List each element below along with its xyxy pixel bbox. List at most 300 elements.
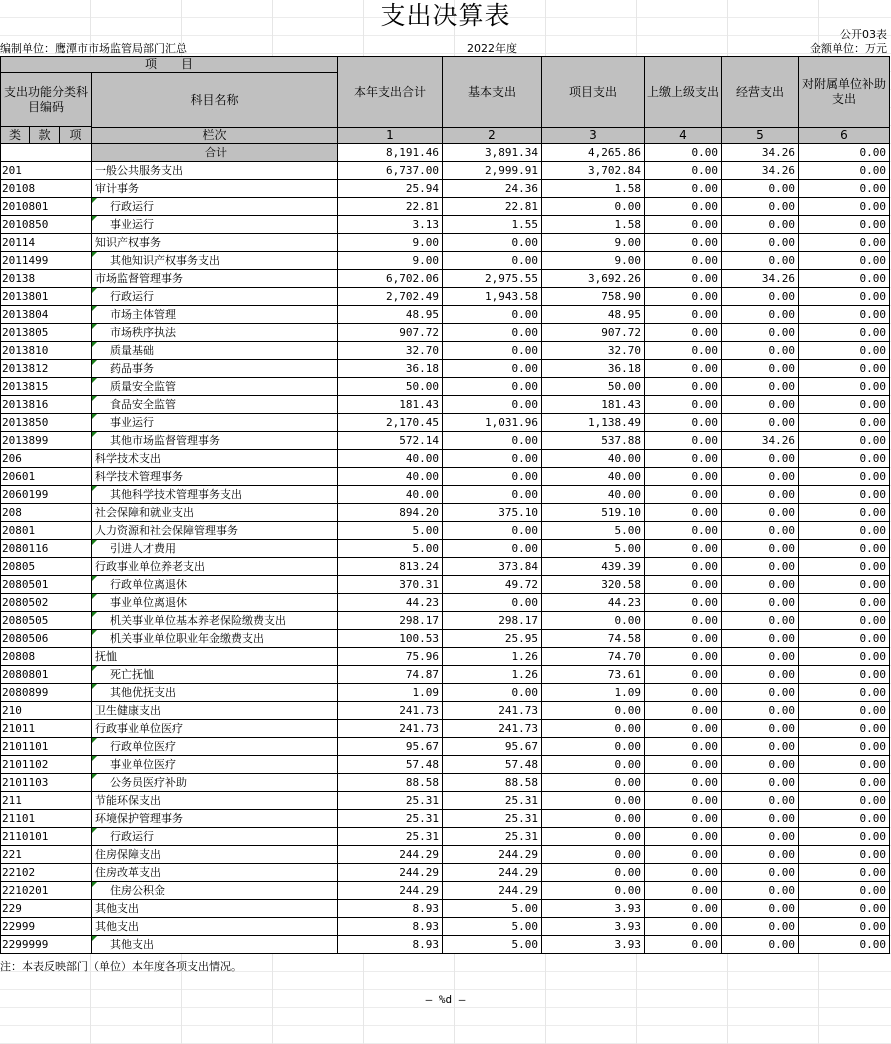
row-code: 20138 — [1, 270, 92, 288]
row-value: 0.00 — [645, 306, 722, 324]
table-row — [1, 162, 890, 180]
table-row — [1, 450, 890, 468]
row-value: 0.00 — [722, 684, 799, 702]
table-row — [1, 576, 890, 594]
row-code: 2101103 — [1, 774, 92, 792]
row-code: 2299999 — [1, 936, 92, 954]
row-value: 1,138.49 — [542, 414, 645, 432]
row-name: 抚恤 — [92, 648, 338, 666]
row-value: 0.00 — [645, 216, 722, 234]
table-row — [1, 468, 890, 486]
row-value: 22.81 — [443, 198, 542, 216]
row-value: 5.00 — [542, 522, 645, 540]
row-value: 0.00 — [645, 702, 722, 720]
row-code: 206 — [1, 450, 92, 468]
row-value: 0.00 — [799, 630, 890, 648]
row-value: 0.00 — [799, 324, 890, 342]
row-value: 0.00 — [443, 594, 542, 612]
row-value: 49.72 — [443, 576, 542, 594]
row-value: 0.00 — [799, 882, 890, 900]
row-value: 0.00 — [443, 450, 542, 468]
row-value: 907.72 — [542, 324, 645, 342]
row-value: 241.73 — [443, 702, 542, 720]
row-value: 2,702.49 — [338, 288, 443, 306]
table-row — [1, 594, 890, 612]
row-value: 0.00 — [542, 882, 645, 900]
row-value: 0.00 — [645, 756, 722, 774]
table-row — [1, 684, 890, 702]
row-value: 5.00 — [443, 936, 542, 954]
header-name: 科目名称 — [92, 73, 338, 128]
row-value: 25.95 — [443, 630, 542, 648]
row-value: 32.70 — [338, 342, 443, 360]
header-code: 支出功能分类科目编码 — [1, 73, 92, 127]
row-value: 907.72 — [338, 324, 443, 342]
row-value: 0.00 — [722, 414, 799, 432]
row-value: 40.00 — [338, 450, 443, 468]
page-title: 支出决算表 — [380, 1, 511, 30]
table-row — [1, 270, 890, 288]
row-code: 2013815 — [1, 378, 92, 396]
row-value: 1,943.58 — [443, 288, 542, 306]
row-value: 0.00 — [645, 738, 722, 756]
table-row — [1, 324, 890, 342]
row-name: 死亡抚恤 — [92, 666, 338, 684]
row-name: 科学技术支出 — [92, 450, 338, 468]
row-value: 0.00 — [799, 342, 890, 360]
row-value: 0.00 — [799, 576, 890, 594]
row-value: 0.00 — [799, 756, 890, 774]
row-value: 0.00 — [799, 720, 890, 738]
header-project: 项目支出 — [542, 57, 645, 128]
row-value: 0.00 — [542, 756, 645, 774]
page-footer: — %d — — [425, 993, 466, 1006]
row-value: 25.31 — [443, 810, 542, 828]
total-value: 8,191.46 — [338, 144, 443, 162]
row-name: 事业单位医疗 — [92, 756, 338, 774]
row-value: 0.00 — [722, 306, 799, 324]
row-value: 50.00 — [542, 378, 645, 396]
row-value: 95.67 — [338, 738, 443, 756]
row-value: 0.00 — [645, 486, 722, 504]
row-value: 0.00 — [722, 900, 799, 918]
header-basic: 基本支出 — [443, 57, 542, 128]
row-value: 3.13 — [338, 216, 443, 234]
table-note: 注：本表反映部门（单位）本年度各项支出情况。 — [0, 960, 242, 973]
total-value: 34.26 — [722, 144, 799, 162]
row-value: 0.00 — [645, 666, 722, 684]
total-label: 合计 — [92, 144, 338, 162]
row-value: 0.00 — [722, 882, 799, 900]
row-value: 74.87 — [338, 666, 443, 684]
row-value: 0.00 — [722, 792, 799, 810]
row-value: 1.26 — [443, 666, 542, 684]
row-value: 34.26 — [722, 270, 799, 288]
expenditure-table — [0, 56, 890, 954]
row-value: 0.00 — [799, 900, 890, 918]
row-value: 24.36 — [443, 180, 542, 198]
table-row — [1, 540, 890, 558]
row-value: 0.00 — [722, 666, 799, 684]
row-value: 0.00 — [542, 792, 645, 810]
row-value: 0.00 — [542, 612, 645, 630]
row-value: 0.00 — [645, 162, 722, 180]
header-kuan: 款 — [30, 127, 60, 144]
table-row — [1, 900, 890, 918]
row-code: 2210201 — [1, 882, 92, 900]
row-value: 0.00 — [542, 846, 645, 864]
row-code: 2010801 — [1, 198, 92, 216]
row-value: 0.00 — [722, 504, 799, 522]
row-value: 0.00 — [443, 234, 542, 252]
row-value: 1.09 — [338, 684, 443, 702]
row-value: 0.00 — [799, 216, 890, 234]
row-code: 211 — [1, 792, 92, 810]
row-value: 0.00 — [645, 360, 722, 378]
row-value: 0.00 — [799, 648, 890, 666]
col-num-4: 4 — [645, 128, 722, 144]
row-value: 244.29 — [443, 882, 542, 900]
row-value: 3.93 — [542, 918, 645, 936]
row-value: 25.31 — [443, 792, 542, 810]
row-value: 572.14 — [338, 432, 443, 450]
row-value: 0.00 — [443, 252, 542, 270]
table-row — [1, 612, 890, 630]
row-code: 2013805 — [1, 324, 92, 342]
row-value: 0.00 — [799, 396, 890, 414]
row-value: 6,702.06 — [338, 270, 443, 288]
year-label: 2022年度 — [467, 42, 517, 55]
row-value: 241.73 — [443, 720, 542, 738]
row-value: 0.00 — [722, 324, 799, 342]
table-row — [1, 342, 890, 360]
row-name: 机关事业单位基本养老保险缴费支出 — [92, 612, 338, 630]
row-value: 0.00 — [722, 864, 799, 882]
row-value: 1.58 — [542, 180, 645, 198]
row-value: 370.31 — [338, 576, 443, 594]
row-value: 0.00 — [722, 522, 799, 540]
row-value: 244.29 — [443, 864, 542, 882]
table-row — [1, 378, 890, 396]
table-row — [1, 864, 890, 882]
row-value: 244.29 — [443, 846, 542, 864]
row-value: 25.31 — [338, 828, 443, 846]
row-value: 244.29 — [338, 846, 443, 864]
row-value: 1,031.96 — [443, 414, 542, 432]
row-value: 0.00 — [645, 810, 722, 828]
row-value: 0.00 — [645, 828, 722, 846]
row-code: 22102 — [1, 864, 92, 882]
header-lei: 类 — [1, 127, 30, 144]
row-value: 0.00 — [645, 432, 722, 450]
row-value: 0.00 — [799, 558, 890, 576]
row-code: 21101 — [1, 810, 92, 828]
row-value: 0.00 — [645, 720, 722, 738]
row-value: 0.00 — [542, 738, 645, 756]
row-value: 5.00 — [338, 540, 443, 558]
row-code: 201 — [1, 162, 92, 180]
table-row — [1, 180, 890, 198]
row-name: 其他优抚支出 — [92, 684, 338, 702]
table-row — [1, 828, 890, 846]
row-name: 人力资源和社会保障管理事务 — [92, 522, 338, 540]
row-code: 2010850 — [1, 216, 92, 234]
row-value: 0.00 — [645, 270, 722, 288]
row-name: 引进人才费用 — [92, 540, 338, 558]
total-value: 3,891.34 — [443, 144, 542, 162]
row-code: 2013801 — [1, 288, 92, 306]
row-value: 519.10 — [542, 504, 645, 522]
row-value: 8.93 — [338, 936, 443, 954]
table-row — [1, 288, 890, 306]
row-value: 22.81 — [338, 198, 443, 216]
row-code: 2013810 — [1, 342, 92, 360]
total-row — [1, 144, 890, 162]
row-code: 20801 — [1, 522, 92, 540]
row-value: 0.00 — [645, 900, 722, 918]
row-value: 25.31 — [338, 792, 443, 810]
row-code: 20808 — [1, 648, 92, 666]
row-name: 住房保障支出 — [92, 846, 338, 864]
row-value: 241.73 — [338, 720, 443, 738]
row-value: 44.23 — [338, 594, 443, 612]
row-value: 1.09 — [542, 684, 645, 702]
row-value: 0.00 — [645, 864, 722, 882]
row-value: 6,737.00 — [338, 162, 443, 180]
row-value: 0.00 — [799, 864, 890, 882]
header-total: 本年支出合计 — [338, 57, 443, 128]
row-value: 0.00 — [542, 864, 645, 882]
row-value: 0.00 — [645, 558, 722, 576]
row-value: 0.00 — [722, 576, 799, 594]
row-value: 0.00 — [722, 720, 799, 738]
row-value: 0.00 — [645, 792, 722, 810]
table-row — [1, 486, 890, 504]
row-name: 市场监督管理事务 — [92, 270, 338, 288]
row-value: 0.00 — [645, 576, 722, 594]
table-body — [1, 144, 890, 954]
table-row — [1, 774, 890, 792]
row-value: 244.29 — [338, 882, 443, 900]
row-code: 20108 — [1, 180, 92, 198]
row-value: 0.00 — [645, 648, 722, 666]
row-name: 知识产权事务 — [92, 234, 338, 252]
row-name: 其他支出 — [92, 900, 338, 918]
row-value: 0.00 — [443, 540, 542, 558]
row-value: 2,999.91 — [443, 162, 542, 180]
row-value: 0.00 — [799, 702, 890, 720]
row-code: 2101102 — [1, 756, 92, 774]
table-row — [1, 738, 890, 756]
row-value: 40.00 — [338, 468, 443, 486]
row-value: 0.00 — [722, 594, 799, 612]
row-value: 0.00 — [645, 450, 722, 468]
row-name: 审计事务 — [92, 180, 338, 198]
row-value: 373.84 — [443, 558, 542, 576]
row-value: 0.00 — [799, 666, 890, 684]
row-value: 0.00 — [722, 378, 799, 396]
row-value: 0.00 — [443, 378, 542, 396]
row-value: 0.00 — [722, 288, 799, 306]
row-value: 0.00 — [722, 738, 799, 756]
row-value: 3.93 — [542, 936, 645, 954]
row-value: 74.70 — [542, 648, 645, 666]
table-row — [1, 810, 890, 828]
row-value: 57.48 — [443, 756, 542, 774]
row-name: 住房改革支出 — [92, 864, 338, 882]
row-value: 0.00 — [443, 522, 542, 540]
row-value: 73.61 — [542, 666, 645, 684]
table-row — [1, 198, 890, 216]
row-value: 0.00 — [799, 198, 890, 216]
row-value: 0.00 — [799, 738, 890, 756]
row-value: 9.00 — [542, 234, 645, 252]
row-value: 0.00 — [645, 774, 722, 792]
row-value: 100.53 — [338, 630, 443, 648]
row-value: 0.00 — [799, 162, 890, 180]
row-value: 0.00 — [799, 846, 890, 864]
header-subsidy: 对附属单位补助支出 — [799, 57, 890, 128]
row-value: 537.88 — [542, 432, 645, 450]
row-value: 0.00 — [645, 342, 722, 360]
row-name: 环境保护管理事务 — [92, 810, 338, 828]
row-value: 298.17 — [338, 612, 443, 630]
row-value: 0.00 — [722, 612, 799, 630]
row-value: 0.00 — [443, 360, 542, 378]
total-value: 0.00 — [645, 144, 722, 162]
row-name: 其他知识产权事务支出 — [92, 252, 338, 270]
row-value: 0.00 — [799, 432, 890, 450]
currency-label: 金额单位：万元 — [810, 42, 887, 55]
row-value: 0.00 — [722, 648, 799, 666]
row-value: 0.00 — [645, 594, 722, 612]
row-value: 48.95 — [542, 306, 645, 324]
row-value: 32.70 — [542, 342, 645, 360]
row-value: 34.26 — [722, 432, 799, 450]
row-value: 0.00 — [722, 252, 799, 270]
row-name: 行政运行 — [92, 198, 338, 216]
row-value: 0.00 — [645, 522, 722, 540]
row-name: 机关事业单位职业年金缴费支出 — [92, 630, 338, 648]
row-value: 0.00 — [645, 288, 722, 306]
table-row — [1, 360, 890, 378]
col-num-6: 6 — [799, 128, 890, 144]
row-name: 行政单位离退休 — [92, 576, 338, 594]
row-code: 22999 — [1, 918, 92, 936]
row-code: 2101101 — [1, 738, 92, 756]
row-name: 其他科学技术管理事务支出 — [92, 486, 338, 504]
row-code: 2011499 — [1, 252, 92, 270]
table-row — [1, 882, 890, 900]
row-value: 320.58 — [542, 576, 645, 594]
row-value: 0.00 — [542, 810, 645, 828]
unit-label: 编制单位：鹰潭市市场监管局部门汇总 — [0, 42, 187, 55]
row-code: 20601 — [1, 468, 92, 486]
row-name: 社会保障和就业支出 — [92, 504, 338, 522]
table-row — [1, 522, 890, 540]
row-value: 34.26 — [722, 162, 799, 180]
row-value: 3.93 — [542, 900, 645, 918]
row-value: 0.00 — [799, 252, 890, 270]
row-code: 2080801 — [1, 666, 92, 684]
row-value: 0.00 — [799, 378, 890, 396]
row-value: 0.00 — [799, 792, 890, 810]
row-value: 0.00 — [542, 198, 645, 216]
row-value: 5.00 — [338, 522, 443, 540]
row-value: 181.43 — [338, 396, 443, 414]
header-section: 项 目 — [1, 57, 338, 73]
row-value: 3,702.84 — [542, 162, 645, 180]
row-value: 0.00 — [722, 846, 799, 864]
row-value: 439.39 — [542, 558, 645, 576]
row-name: 行政事业单位医疗 — [92, 720, 338, 738]
row-value: 36.18 — [542, 360, 645, 378]
row-value: 0.00 — [443, 468, 542, 486]
row-value: 88.58 — [443, 774, 542, 792]
row-value: 0.00 — [645, 936, 722, 954]
row-value: 0.00 — [722, 360, 799, 378]
table-row — [1, 306, 890, 324]
row-code: 2080116 — [1, 540, 92, 558]
row-code: 2080506 — [1, 630, 92, 648]
row-value: 0.00 — [799, 540, 890, 558]
row-value: 40.00 — [542, 450, 645, 468]
row-value: 0.00 — [722, 558, 799, 576]
table-row — [1, 702, 890, 720]
row-value: 0.00 — [542, 702, 645, 720]
row-value: 181.43 — [542, 396, 645, 414]
row-value: 74.58 — [542, 630, 645, 648]
col-num-3: 3 — [542, 128, 645, 144]
total-value: 4,265.86 — [542, 144, 645, 162]
row-value: 0.00 — [799, 522, 890, 540]
row-value: 0.00 — [799, 288, 890, 306]
row-value: 0.00 — [645, 198, 722, 216]
row-value: 0.00 — [799, 450, 890, 468]
table-row — [1, 666, 890, 684]
row-value: 0.00 — [645, 324, 722, 342]
row-value: 40.00 — [542, 486, 645, 504]
row-value: 0.00 — [645, 540, 722, 558]
row-value: 0.00 — [542, 828, 645, 846]
row-value: 0.00 — [443, 306, 542, 324]
row-value: 0.00 — [443, 486, 542, 504]
table-row — [1, 432, 890, 450]
row-name: 一般公共服务支出 — [92, 162, 338, 180]
row-name: 行政事业单位养老支出 — [92, 558, 338, 576]
col-num-2: 2 — [443, 128, 542, 144]
row-code: 20114 — [1, 234, 92, 252]
row-value: 241.73 — [338, 702, 443, 720]
row-value: 1.26 — [443, 648, 542, 666]
table-row — [1, 558, 890, 576]
total-code-cell — [1, 144, 92, 162]
row-name: 事业运行 — [92, 216, 338, 234]
row-code: 20805 — [1, 558, 92, 576]
row-value: 50.00 — [338, 378, 443, 396]
table-row — [1, 396, 890, 414]
row-name: 质量安全监管 — [92, 378, 338, 396]
row-value: 813.24 — [338, 558, 443, 576]
table-row — [1, 648, 890, 666]
row-value: 44.23 — [542, 594, 645, 612]
row-value: 0.00 — [722, 702, 799, 720]
row-value: 0.00 — [799, 486, 890, 504]
row-value: 9.00 — [338, 234, 443, 252]
table-row — [1, 630, 890, 648]
row-name: 住房公积金 — [92, 882, 338, 900]
row-name: 行政运行 — [92, 828, 338, 846]
